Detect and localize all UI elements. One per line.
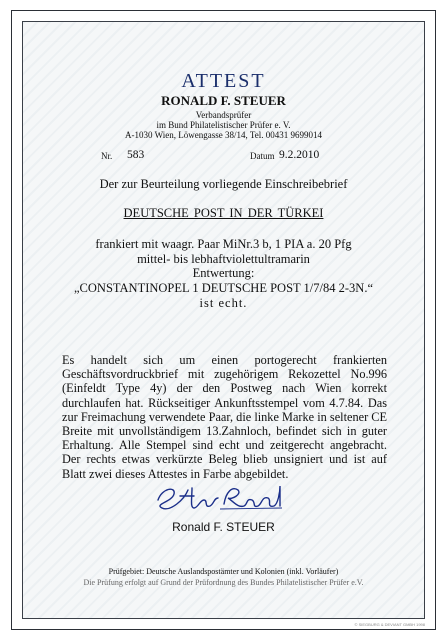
- examiner-address: A-1030 Wien, Löwengasse 38/14, Tel. 00431 9699014: [125, 130, 322, 140]
- date-label: Datum: [250, 151, 275, 161]
- footer-scope: Prüfgebiet: Deutsche Auslandspostämter und Kolonien (inkl. Vorläufer): [108, 567, 339, 576]
- examiner-role: Verbandsprüfer: [195, 110, 252, 120]
- detail-line-5: ist echt.: [199, 296, 248, 310]
- number-value: 583: [127, 149, 145, 161]
- footer-rules: Die Prüfung erfolgt auf Grund der Prüfordnung des Bundes Philatelistischer Prüfer e.V.: [83, 578, 364, 587]
- detail-line-1: frankiert mit waagr. Paar MiNr.3 b, 1 PIA a. 20 Pfg: [95, 237, 352, 251]
- signatory-name: Ronald F. STEUER: [172, 520, 275, 534]
- subject-line: DEUTSCHE POST IN DER TÜRKEI: [123, 206, 324, 220]
- detail-line-3: Entwertung:: [192, 266, 255, 280]
- date-value: 9.2.2010: [279, 149, 320, 161]
- examiner-association: im Bund Philatelistischer Prüfer e. V.: [156, 120, 291, 130]
- description-paragraph: Es handelt sich um einen portogerecht frankierten Geschäftsvordruckbrief mit zugehörigem Rekozettel No.996 (Einfeldt Type 4y) der den Postweg nach Wien korrekt durchlaufen hat. Rückseitiger Ankunftsstempel vom 4.7.84. Das zur Freimachung verwendete Paar, die linke Marke in seltener CE Breite mit unvollständigem 13.Zahnloch, befindet sich in guter Erhaltung. Alle Stempel sind echt und zeitgerecht angebracht. Der rechts etwas verkürzte Beleg blieb unsigniert und ist auf Blatt zwei dieses Attestes in Farbe abgebildet.: [62, 353, 387, 481]
- detail-line-2: mittel- bis lebhaftviolettultramarin: [137, 252, 310, 266]
- handwritten-signature: [148, 478, 288, 518]
- certificate-title: ATTEST: [181, 70, 266, 92]
- detail-line-4: „CONSTANTINOPEL 1 DEUTSCHE POST 1/7/84 2-3N.“: [74, 281, 373, 295]
- intro-line: Der zur Beurteilung vorliegende Einschreibebrief: [99, 177, 348, 191]
- number-label: Nr.: [101, 151, 113, 161]
- fineprint: © SIEGBURG & DEVIANT GMBH 1998: [354, 622, 425, 627]
- examiner-name: RONALD F. STEUER: [161, 93, 286, 108]
